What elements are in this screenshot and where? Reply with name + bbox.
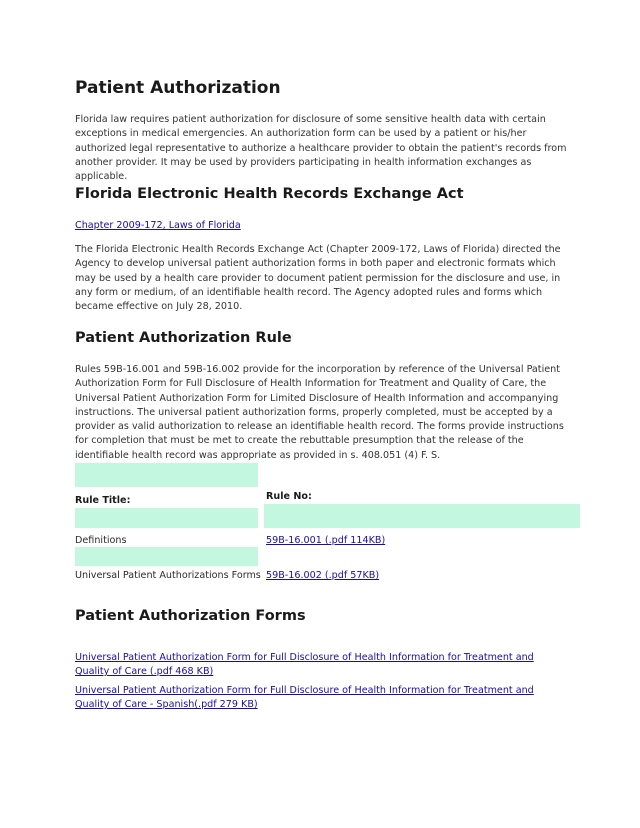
chapter-2009-172-link[interactable]: Chapter 2009-172, Laws of Florida	[75, 220, 241, 231]
table-row-rule	[266, 569, 379, 582]
page-title: Patient Authorization	[75, 78, 281, 98]
section-heading-rule: Patient Authorization Rule	[75, 330, 292, 346]
table-row-title: Universal Patient Authorizations Forms	[75, 570, 261, 581]
full-disclosure-form-link[interactable]: Universal Patient Authorization Form for Full Disclosure of Health Information for Treatment and Quality of Care (.pdf 468 KB)	[75, 652, 534, 677]
table-row-rule	[266, 534, 385, 547]
rule-no-header: Rule No:	[266, 491, 312, 502]
table-header-highlight	[75, 463, 258, 487]
row-highlight-rule	[264, 504, 580, 528]
rule-59b-16-002-link[interactable]: 59B-16.002 (.pdf 57KB)	[266, 570, 380, 581]
intro-paragraph: Florida law requires patient authorization for disclosure of some sensitive health data with certain exceptions in medical emergencies. An authorization form can be used by a patient or his/her authorized legal representative to authorize a healthcare provider to obtain the patient's records from another provider. It may be used by providers participating in health information exchanges as applicable.	[75, 114, 567, 183]
ehr-act-paragraph: The Florida Electronic Health Records Exchange Act (Chapter 2009-172, Laws of Florida) directed the Agency to develop universal patient authorization forms in both paper and electronic formats which may be used by a health care provider to document patient permission for the disclosure and use, in any form or medium, of an identifiable health record. The Agency adopted rules and forms which became effective on July 28, 2010.	[75, 244, 561, 313]
table-row-title: Definitions	[75, 535, 127, 546]
full-disclosure-form-spanish-link[interactable]: Universal Patient Authorization Form for Full Disclosure of Health Information for Treatment and Quality of Care - Spanish(.pdf 279 KB)	[75, 685, 534, 710]
form-link-line	[75, 684, 567, 712]
rule-title-header: Rule Title:	[75, 495, 131, 506]
chapter-link-line	[75, 219, 567, 233]
rule-paragraph: Rules 59B-16.001 and 59B-16.002 provide for the incorporation by reference of the Universal Patient Authorization Form for Full Disclosure of Health Information for Treatment and Quality of Care, the Universal Patient Authorization Form for Limited Disclosure of Health Information and accompanying instructions. The universal patient authorization forms, properly completed, must be accepted by a provider as valid authorization to release an identifiable health record. The forms provide instructions for completion that must be met to create the rebuttable presumption that the release of the identifiable health record was appropriate as provided in s. 408.051 (4) F. S.	[75, 364, 564, 461]
row-highlight-title	[75, 508, 258, 528]
section-heading-ehr-act: Florida Electronic Health Records Exchange Act	[75, 186, 464, 202]
rule-59b-16-001-link[interactable]: 59B-16.001 (.pdf 114KB)	[266, 535, 386, 546]
row-highlight-2	[75, 547, 258, 566]
form-link-line	[75, 651, 567, 679]
section-heading-forms: Patient Authorization Forms	[75, 608, 306, 624]
